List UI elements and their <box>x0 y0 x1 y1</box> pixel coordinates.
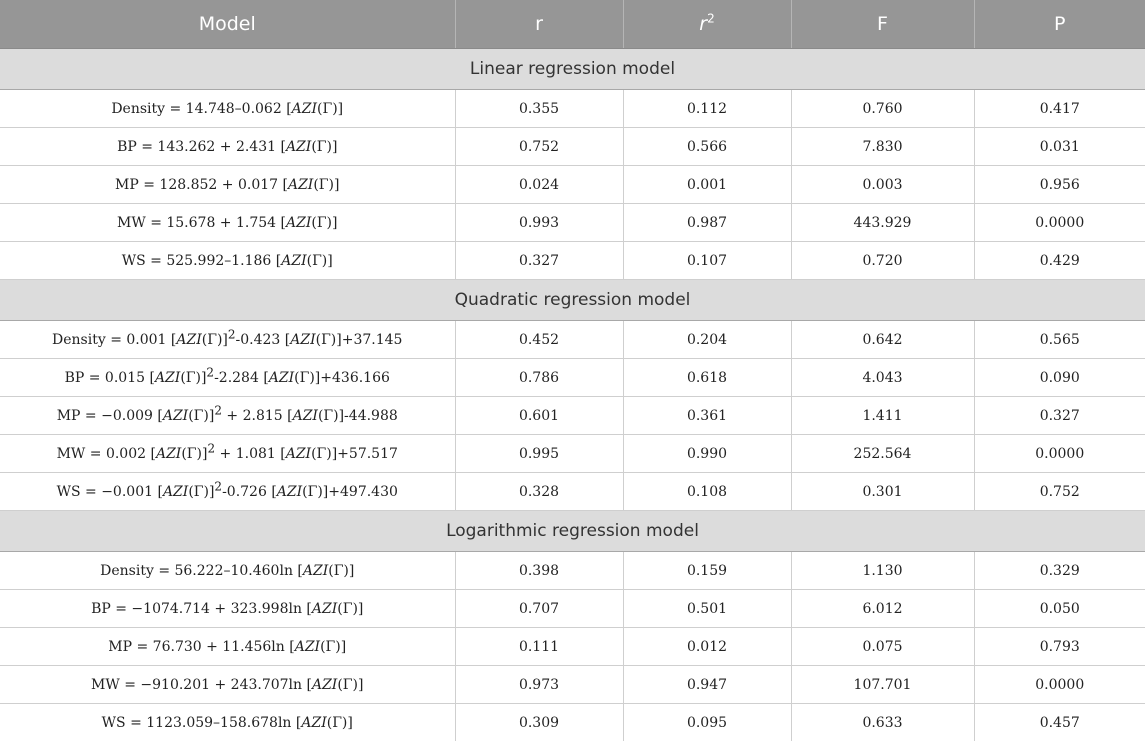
r2-value: 0.108 <box>623 473 791 511</box>
table-row <box>0 166 1145 204</box>
r2-value: 0.990 <box>623 435 791 473</box>
r-value: 0.111 <box>455 628 623 666</box>
r-value: 0.707 <box>455 590 623 628</box>
section-title: Quadratic regression model <box>0 280 1145 321</box>
r-value: 0.328 <box>455 473 623 511</box>
p-value: 0.0000 <box>974 666 1145 704</box>
header-r2-base: r <box>699 13 708 35</box>
p-value: 0.0000 <box>974 204 1145 242</box>
table-row <box>0 590 1145 628</box>
r2-value: 0.501 <box>623 590 791 628</box>
r2-value: 0.566 <box>623 128 791 166</box>
r2-value: 0.204 <box>623 321 791 359</box>
f-value: 0.760 <box>791 90 974 128</box>
f-value: 443.929 <box>791 204 974 242</box>
table-row <box>0 628 1145 666</box>
table-row <box>0 204 1145 242</box>
f-value: 4.043 <box>791 359 974 397</box>
model-equation: WS = 1123.059–158.678ln [AZI(Γ)] <box>101 714 353 731</box>
p-value: 0.457 <box>974 704 1145 742</box>
r2-value: 0.618 <box>623 359 791 397</box>
r-value: 0.752 <box>455 128 623 166</box>
p-value: 0.417 <box>974 90 1145 128</box>
model-equation: Density = 0.001 [AZI(Γ)]2-0.423 [AZI(Γ)]+37.145 <box>0 321 455 359</box>
model-equation: BP = −1074.714 + 323.998ln [AZI(Γ)] <box>0 590 455 628</box>
r2-value: 0.159 <box>623 552 791 590</box>
r-value: 0.355 <box>455 90 623 128</box>
table-row <box>0 704 1145 742</box>
r-value: 0.024 <box>455 166 623 204</box>
f-value: 0.633 <box>791 704 974 742</box>
table-row <box>0 90 1145 128</box>
section-linear <box>0 49 1145 90</box>
r2-value: 0.012 <box>623 628 791 666</box>
table-row <box>0 242 1145 280</box>
f-value: 107.701 <box>791 666 974 704</box>
f-value: 0.075 <box>791 628 974 666</box>
table-row <box>0 128 1145 166</box>
r-value: 0.786 <box>455 359 623 397</box>
r2-value: 0.361 <box>623 397 791 435</box>
r-value: 0.993 <box>455 204 623 242</box>
header-row <box>0 0 1145 49</box>
r2-value: 0.987 <box>623 204 791 242</box>
p-value: 0.752 <box>974 473 1145 511</box>
p-value: 0.429 <box>974 242 1145 280</box>
p-value: 0.565 <box>974 321 1145 359</box>
r-value: 0.309 <box>455 704 623 742</box>
model-equation: WS = −0.001 [AZI(Γ)]2-0.726 [AZI(Γ)]+497.430 <box>0 473 455 511</box>
header-f: F <box>791 0 974 49</box>
r-value: 0.398 <box>455 552 623 590</box>
model-equation: BP = 0.015 [AZI(Γ)]2-2.284 [AZI(Γ)]+436.166 <box>0 359 455 397</box>
p-value: 0.329 <box>974 552 1145 590</box>
model-equation: MP = −0.009 [AZI(Γ)]2 + 2.815 [AZI(Γ)]-44.988 <box>0 397 455 435</box>
p-value: 0.050 <box>974 590 1145 628</box>
model-equation: MW = −910.201 + 243.707ln [AZI(Γ)] <box>0 666 455 704</box>
header-r: r <box>455 0 623 49</box>
model-equation: MP = 76.730 + 11.456ln [AZI(Γ)] <box>0 628 455 666</box>
model-equation: Density = 14.748–0.062 [AZI(Γ)] <box>0 90 455 128</box>
model-equation: BP = 143.262 + 2.431 [AZI(Γ)] <box>0 128 455 166</box>
f-value: 252.564 <box>791 435 974 473</box>
p-value: 0.090 <box>974 359 1145 397</box>
p-value: 0.793 <box>974 628 1145 666</box>
p-value: 0.327 <box>974 397 1145 435</box>
r-value: 0.327 <box>455 242 623 280</box>
f-value: 7.830 <box>791 128 974 166</box>
r2-value: 0.095 <box>623 704 791 742</box>
section-title: Logarithmic regression model <box>0 511 1145 552</box>
r-value: 0.452 <box>455 321 623 359</box>
model-equation: MW = 15.678 + 1.754 [AZI(Γ)] <box>0 204 455 242</box>
table-row <box>0 666 1145 704</box>
header-model: Model <box>0 0 455 49</box>
model-equation: Density = 56.222–10.460ln [AZI(Γ)] <box>0 552 455 590</box>
f-value: 6.012 <box>791 590 974 628</box>
r2-value: 0.112 <box>623 90 791 128</box>
header-r2 <box>623 0 791 49</box>
p-value: 0.956 <box>974 166 1145 204</box>
f-value: 1.411 <box>791 397 974 435</box>
p-value: 0.031 <box>974 128 1145 166</box>
r-value: 0.995 <box>455 435 623 473</box>
table-row <box>0 435 1145 473</box>
section-logarithmic <box>0 511 1145 552</box>
model-equation: MW = 0.002 [AZI(Γ)]2 + 1.081 [AZI(Γ)]+57.517 <box>0 435 455 473</box>
f-value: 0.642 <box>791 321 974 359</box>
table-row <box>0 552 1145 590</box>
table-row <box>0 321 1145 359</box>
r2-value: 0.947 <box>623 666 791 704</box>
model-equation: WS = 525.992–1.186 [AZI(Γ)] <box>0 242 455 280</box>
model-equation: MP = 128.852 + 0.017 [AZI(Γ)] <box>0 166 455 204</box>
r2-value: 0.001 <box>623 166 791 204</box>
header-r2-sup: 2 <box>707 11 715 26</box>
f-value: 0.003 <box>791 166 974 204</box>
header-p: P <box>974 0 1145 49</box>
table-row <box>0 473 1145 511</box>
table-row <box>0 359 1145 397</box>
section-quadratic <box>0 280 1145 321</box>
f-value: 1.130 <box>791 552 974 590</box>
section-title: Linear regression model <box>0 49 1145 90</box>
f-value: 0.301 <box>791 473 974 511</box>
f-value: 0.720 <box>791 242 974 280</box>
table-row <box>0 397 1145 435</box>
p-value: 0.0000 <box>974 435 1145 473</box>
r-value: 0.601 <box>455 397 623 435</box>
r2-value: 0.107 <box>623 242 791 280</box>
r-value: 0.973 <box>455 666 623 704</box>
